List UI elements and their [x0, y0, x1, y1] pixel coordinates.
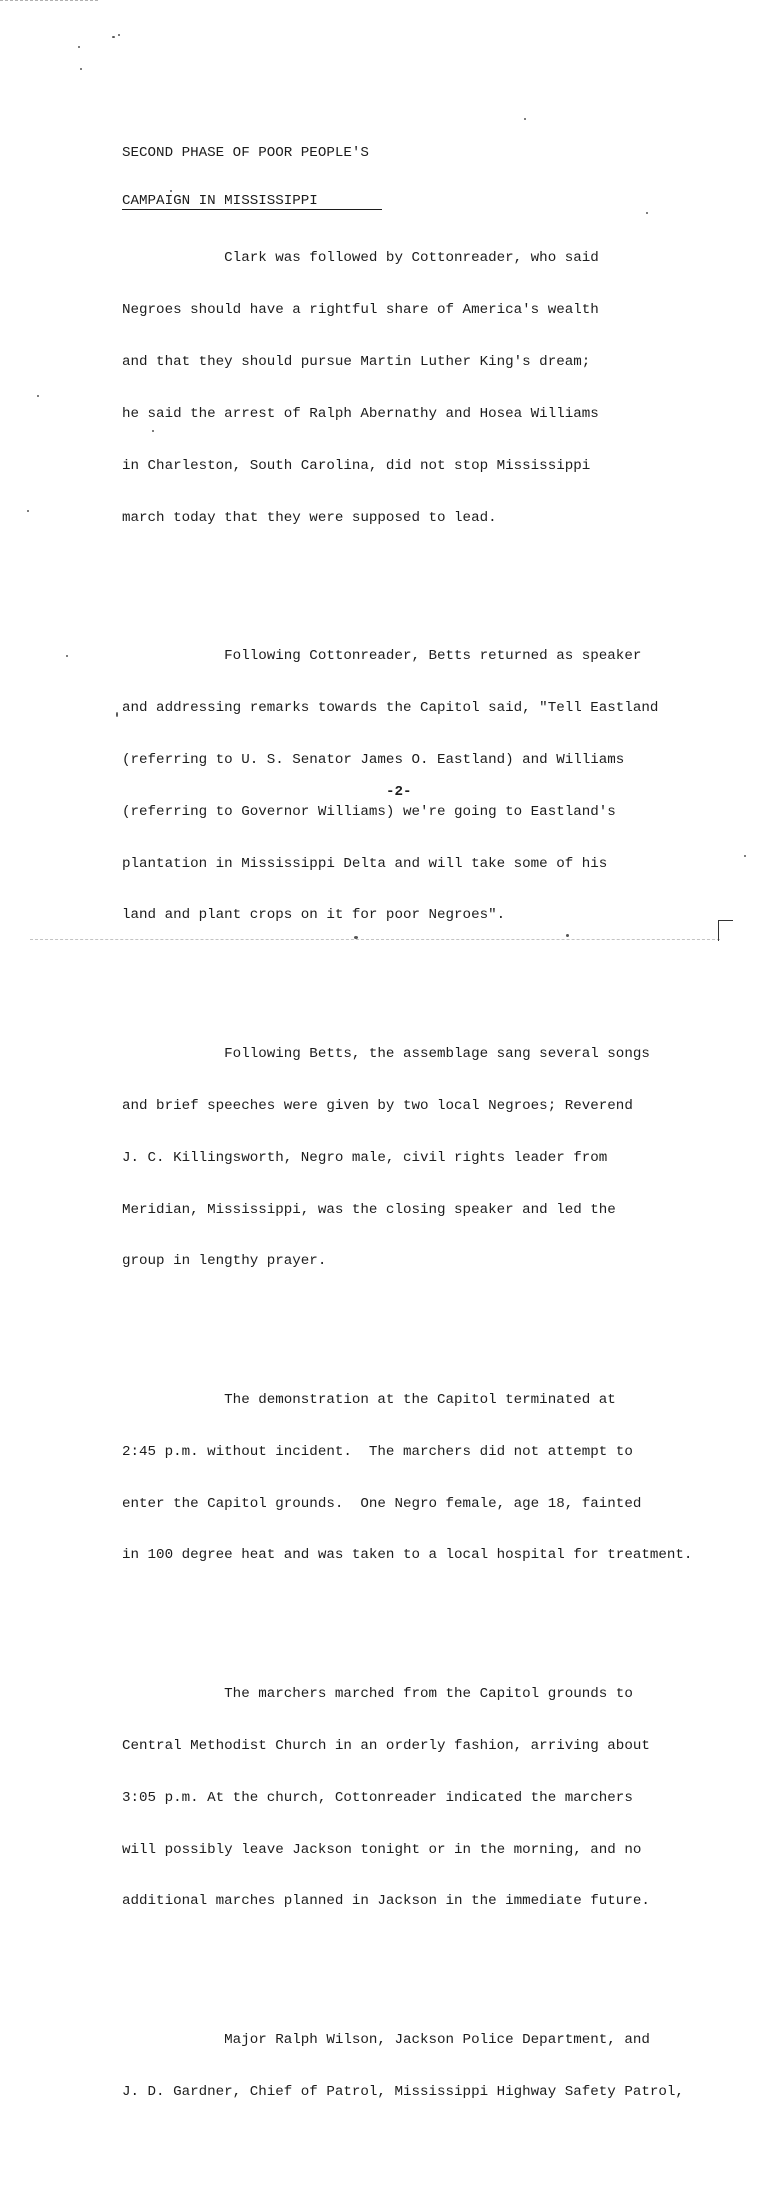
text-line: 3:05 p.m. At the church, Cottonreader indicated the marchers: [122, 1789, 633, 1806]
text-line: group in lengthy prayer.: [122, 1253, 327, 1270]
text-line: Negroes should have a rightful share of America's wealth: [122, 302, 599, 319]
heading-line-2: CAMPAIGN IN MISSISSIPPI: [122, 193, 382, 210]
scan-speck: [744, 855, 746, 857]
paragraph-2: [122, 613, 752, 959]
paragraph-1: [122, 216, 752, 562]
page-number: -2-: [386, 784, 412, 800]
paragraph-3: [122, 1011, 752, 1305]
text-line: (referring to U. S. Senator James O. Eastland) and Williams: [122, 751, 625, 768]
text-line: enter the Capitol grounds. One Negro female, age 18, fainted: [122, 1495, 642, 1512]
scan-speck: [116, 712, 118, 717]
text-line: he said the arrest of Ralph Abernathy and Hosea Williams: [122, 405, 599, 422]
scan-edge-mark: [0, 0, 98, 2]
text-line: will possibly leave Jackson tonight or in the morning, and no: [122, 1841, 642, 1858]
scan-speck: [646, 212, 648, 214]
text-line: (referring to Governor Williams) we're going to Eastland's: [122, 803, 616, 820]
text-line: and brief speeches were given by two local Negroes; Reverend: [122, 1097, 633, 1114]
scan-speck: [112, 36, 115, 38]
scan-speck: [37, 395, 39, 397]
scan-speck: [118, 34, 120, 36]
text-line: Following Betts, the assemblage sang several songs: [122, 1045, 650, 1062]
scan-speck: [78, 46, 80, 48]
text-line: 2:45 p.m. without incident. The marchers did not attempt to: [122, 1443, 633, 1460]
text-line: J. C. Killingsworth, Negro male, civil rights leader from: [122, 1149, 608, 1166]
scan-speck: [170, 190, 172, 192]
scan-corner-mark: [718, 920, 733, 941]
text-line: in Charleston, South Carolina, did not stop Mississippi: [122, 457, 591, 474]
text-line: J. D. Gardner, Chief of Patrol, Mississippi Highway Safety Patrol,: [122, 2083, 684, 2100]
text-line: and that they should pursue Martin Luther King's dream;: [122, 353, 591, 370]
scan-speck: [524, 118, 526, 120]
text-line: The marchers marched from the Capitol grounds to: [122, 1685, 633, 1702]
text-line: additional marches planned in Jackson in the immediate future.: [122, 1893, 650, 1910]
text-line: Meridian, Mississippi, was the closing speaker and led the: [122, 1201, 616, 1218]
text-line: Major Ralph Wilson, Jackson Police Department, and: [122, 2031, 650, 2048]
scan-speck: [66, 655, 68, 657]
text-line: Central Methodist Church in an orderly fashion, arriving about: [122, 1737, 650, 1754]
text-line: and addressing remarks towards the Capitol said, "Tell Eastland: [122, 699, 659, 716]
text-line: Following Cottonreader, Betts returned as speaker: [122, 648, 642, 665]
text-line: land and plant crops on it for poor Negroes".: [122, 907, 506, 924]
paragraph-5: [122, 1651, 752, 1945]
text-line: march today that they were supposed to lead.: [122, 509, 497, 526]
scan-edge-mark: [30, 939, 720, 941]
paragraph-4: [122, 1357, 752, 1599]
heading-line-1: SECOND PHASE OF POOR PEOPLE'S: [122, 145, 369, 161]
text-line: in 100 degree heat and was taken to a local hospital for treatment.: [122, 1547, 693, 1564]
body-text: [122, 181, 752, 2187]
text-line: Clark was followed by Cottonreader, who said: [122, 250, 599, 267]
text-line: The demonstration at the Capitol terminated at: [122, 1391, 616, 1408]
paragraph-6: [122, 1997, 752, 2135]
scan-speck: [152, 430, 154, 432]
scan-speck: [566, 934, 569, 937]
text-line: plantation in Mississippi Delta and will take some of his: [122, 855, 608, 872]
scan-speck: [27, 510, 29, 512]
scan-speck: [80, 68, 82, 70]
